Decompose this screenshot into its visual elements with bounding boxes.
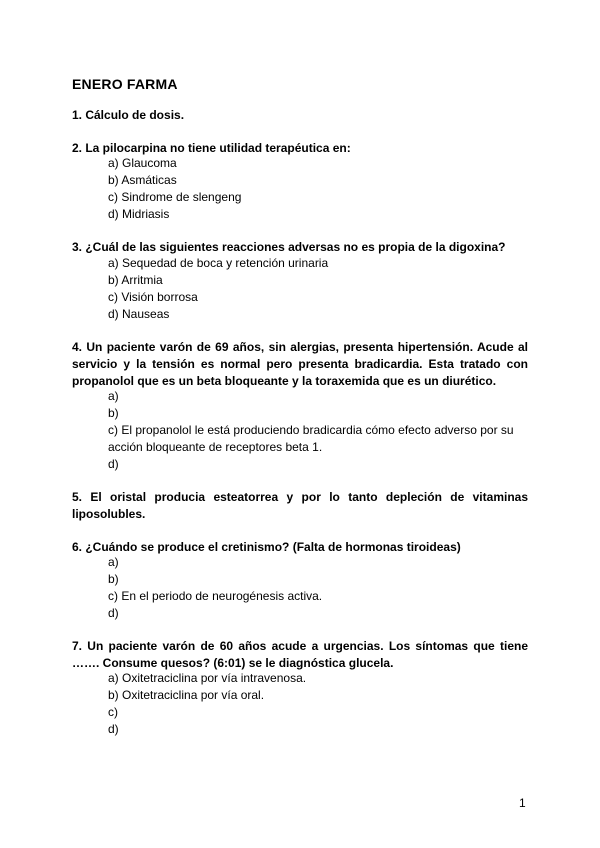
option-d: d) <box>108 457 119 471</box>
question-2-options <box>108 155 528 223</box>
question-5: 5. El oristal producia esteatorrea y por lo tanto depleción de vitaminas liposolubles. <box>72 490 528 521</box>
option-d: d) <box>108 722 119 736</box>
option-a: a) Sequedad de boca y retención urinaria <box>108 256 329 270</box>
question-1: 1. Cálculo de dosis. <box>72 108 185 122</box>
question-6: 6. ¿Cuándo se produce el cretinismo? (Falta de hormonas tiroideas) <box>72 540 461 554</box>
document-title: ENERO FARMA <box>72 76 178 92</box>
question-6-options <box>108 554 528 622</box>
option-b: b) Oxitetraciclina por vía oral. <box>108 688 265 702</box>
option-b: b) Arritmia <box>108 273 163 287</box>
option-d: d) Nauseas <box>108 307 170 321</box>
option-d: d) <box>108 606 119 620</box>
option-c: c) <box>108 705 118 719</box>
page-number: 1 <box>519 796 526 810</box>
option-a: a) Glaucoma <box>108 156 177 170</box>
question-2: 2. La pilocarpina no tiene utilidad terapéutica en: <box>72 141 351 155</box>
option-a: a) <box>108 555 119 569</box>
option-c: c) El propanolol le está produciendo bradicardia cómo efecto adverso por su acción bloqueante de receptores beta 1. <box>108 423 514 454</box>
question-3-options <box>108 255 528 323</box>
question-4: 4. Un paciente varón de 69 años, sin alergias, presenta hipertensión. Acude al servicio y la tensión es normal pero presenta bradicardia. Esta tratado con propanolol que es un beta bloqueante y la toraxemida que es un diurético. <box>72 340 528 388</box>
question-3: 3. ¿Cuál de las siguientes reacciones adversas no es propia de la digoxina? <box>72 240 506 254</box>
option-a: a) <box>108 389 119 403</box>
option-d: d) Midriasis <box>108 207 170 221</box>
option-b: b) <box>108 572 119 586</box>
option-c: c) Sindrome de slengeng <box>108 190 242 204</box>
question-7-options <box>108 670 528 738</box>
question-7: 7. Un paciente varón de 60 años acude a urgencias. Los síntomas que tiene ……. Consume quesos? (6:01) se le diagnóstica glucela. <box>72 639 528 670</box>
question-4-options <box>108 388 528 473</box>
option-c: c) En el periodo de neurogénesis activa. <box>108 589 323 603</box>
option-b: b) <box>108 406 119 420</box>
option-b: b) Asmáticas <box>108 173 177 187</box>
option-a: a) Oxitetraciclina por vía intravenosa. <box>108 671 307 685</box>
option-c: c) Visión borrosa <box>108 290 198 304</box>
